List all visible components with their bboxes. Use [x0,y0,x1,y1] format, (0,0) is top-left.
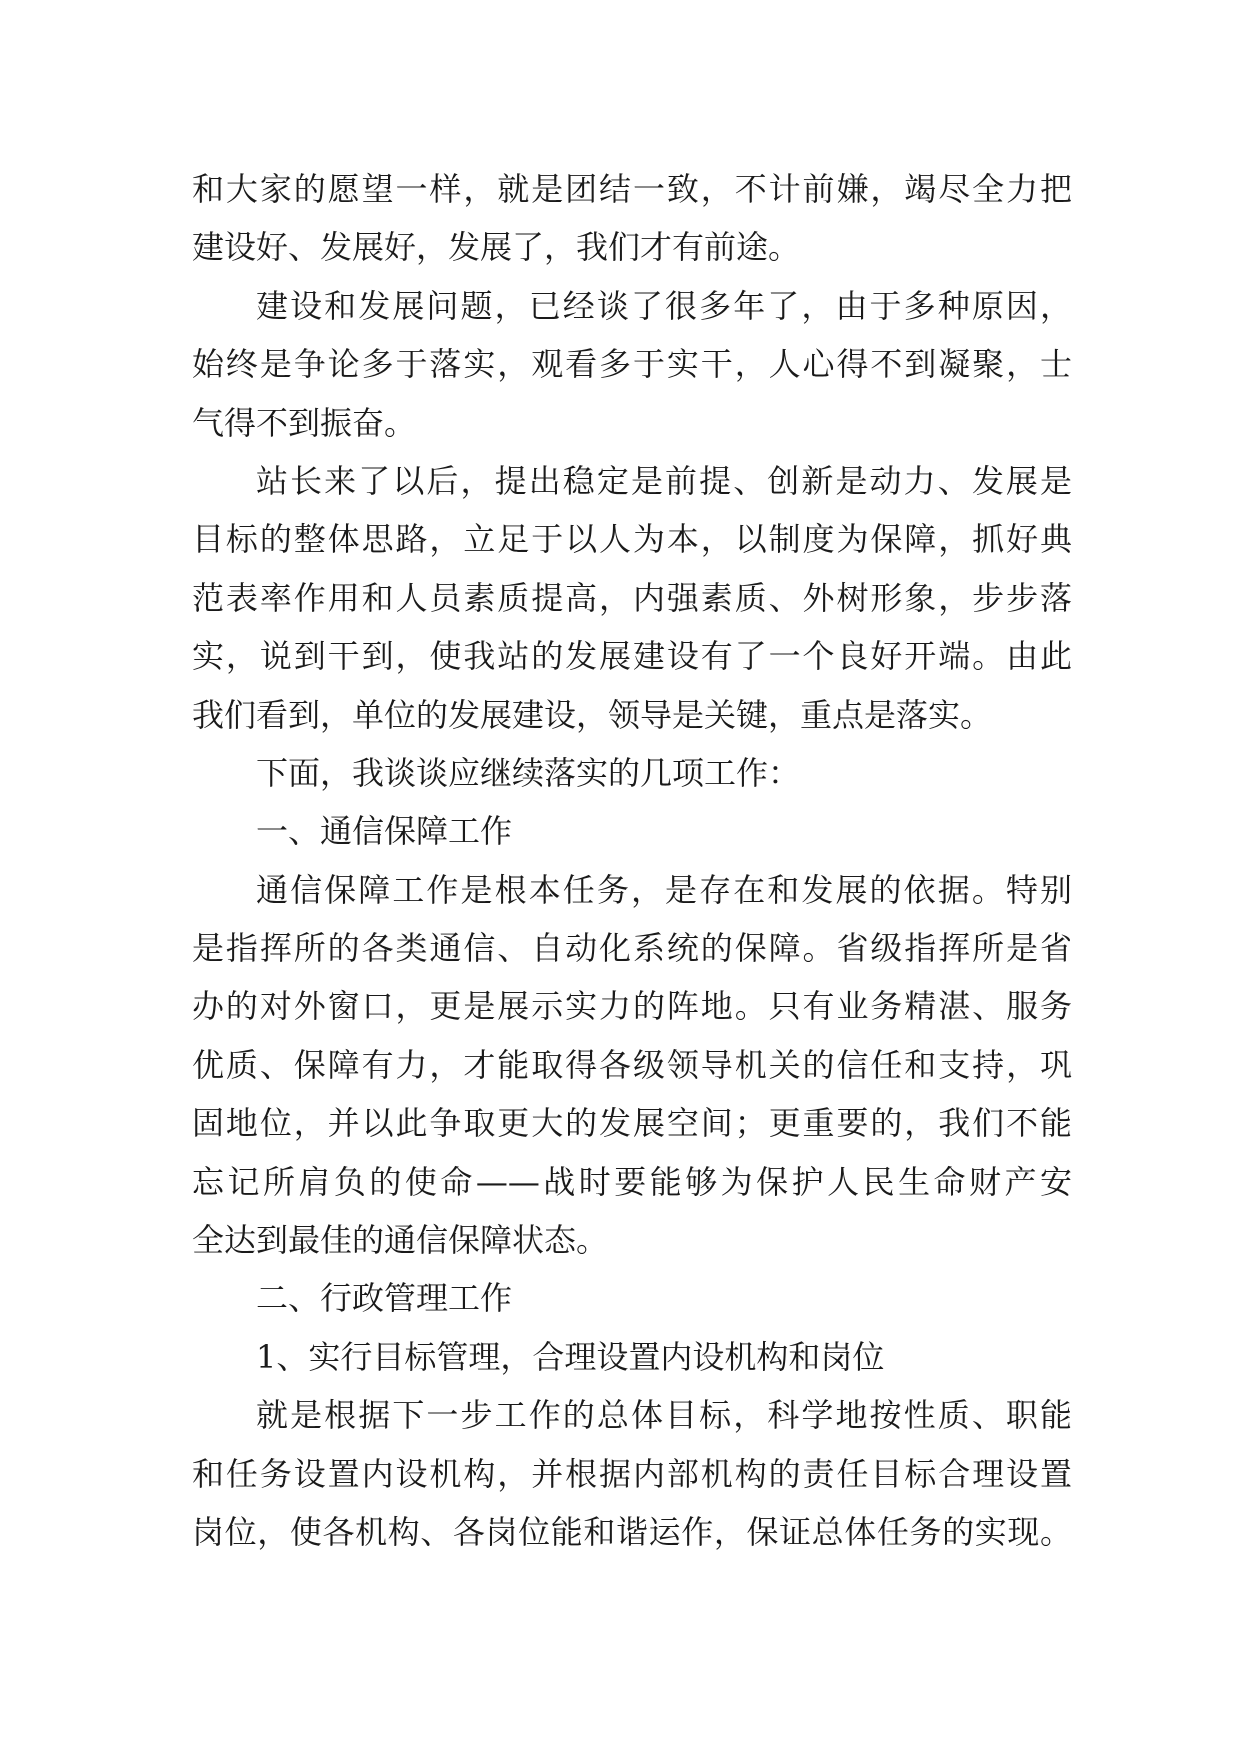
text-line: 实，说到干到，使我站的发展建设有了一个良好开端。由此 [192,637,1072,676]
text-line: 建设和发展问题，已经谈了很多年了，由于多种原因， [256,286,1072,325]
text-line: 全达到最佳的通信保障状态。 [192,1221,609,1260]
text-line: 一、通信保障工作 [256,812,513,851]
text-line: 和任务设置内设机构，并根据内部机构的责任目标合理设置 [192,1454,1072,1493]
document-body [192,160,1072,1561]
text-line: 我们看到，单位的发展建设，领导是关键，重点是落实。 [192,695,993,734]
text-line: 气得不到振奋。 [192,403,417,442]
text-line: 岗位，使各机构、各岗位能和谐运作，保证总体任务的实现。 [192,1512,1072,1551]
text-line: 办的对外窗口，更是展示实力的阵地。只有业务精湛、服务 [192,987,1072,1026]
text-line: 通信保障工作是根本任务，是存在和发展的依据。特别 [256,870,1072,909]
text-line: 始终是争论多于落实，观看多于实干，人心得不到凝聚，士 [192,345,1072,384]
text-line: 建设好、发展好，发展了，我们才有前途。 [192,228,801,267]
text-line: 就是根据下一步工作的总体目标，科学地按性质、职能 [256,1396,1072,1435]
text-line: 优质、保障有力，才能取得各级领导机关的信任和支持，巩 [192,1045,1072,1084]
text-line: 范表率作用和人员素质提高，内强素质、外树形象，步步落 [192,578,1072,617]
text-line: 二、行政管理工作 [256,1279,513,1318]
text-line: 是指挥所的各类通信、自动化系统的保障。省级指挥所是省 [192,929,1072,968]
text-line: 固地位，并以此争取更大的发展空间；更重要的，我们不能 [192,1104,1072,1143]
text-line: 下面，我谈谈应继续落实的几项工作： [256,753,801,792]
text-line: 1、实行目标管理，合理设置内设机构和岗位 [256,1337,885,1376]
text-line: 和大家的愿望一样，就是团结一致，不计前嫌，竭尽全力把 [192,170,1072,208]
text-line: 站长来了以后，提出稳定是前提、创新是动力、发展是 [256,461,1072,500]
text-line: 忘记所肩负的使命——战时要能够为保护人民生命财产安 [192,1162,1072,1201]
text-line: 目标的整体思路，立足于以人为本，以制度为保障，抓好典 [192,520,1072,559]
